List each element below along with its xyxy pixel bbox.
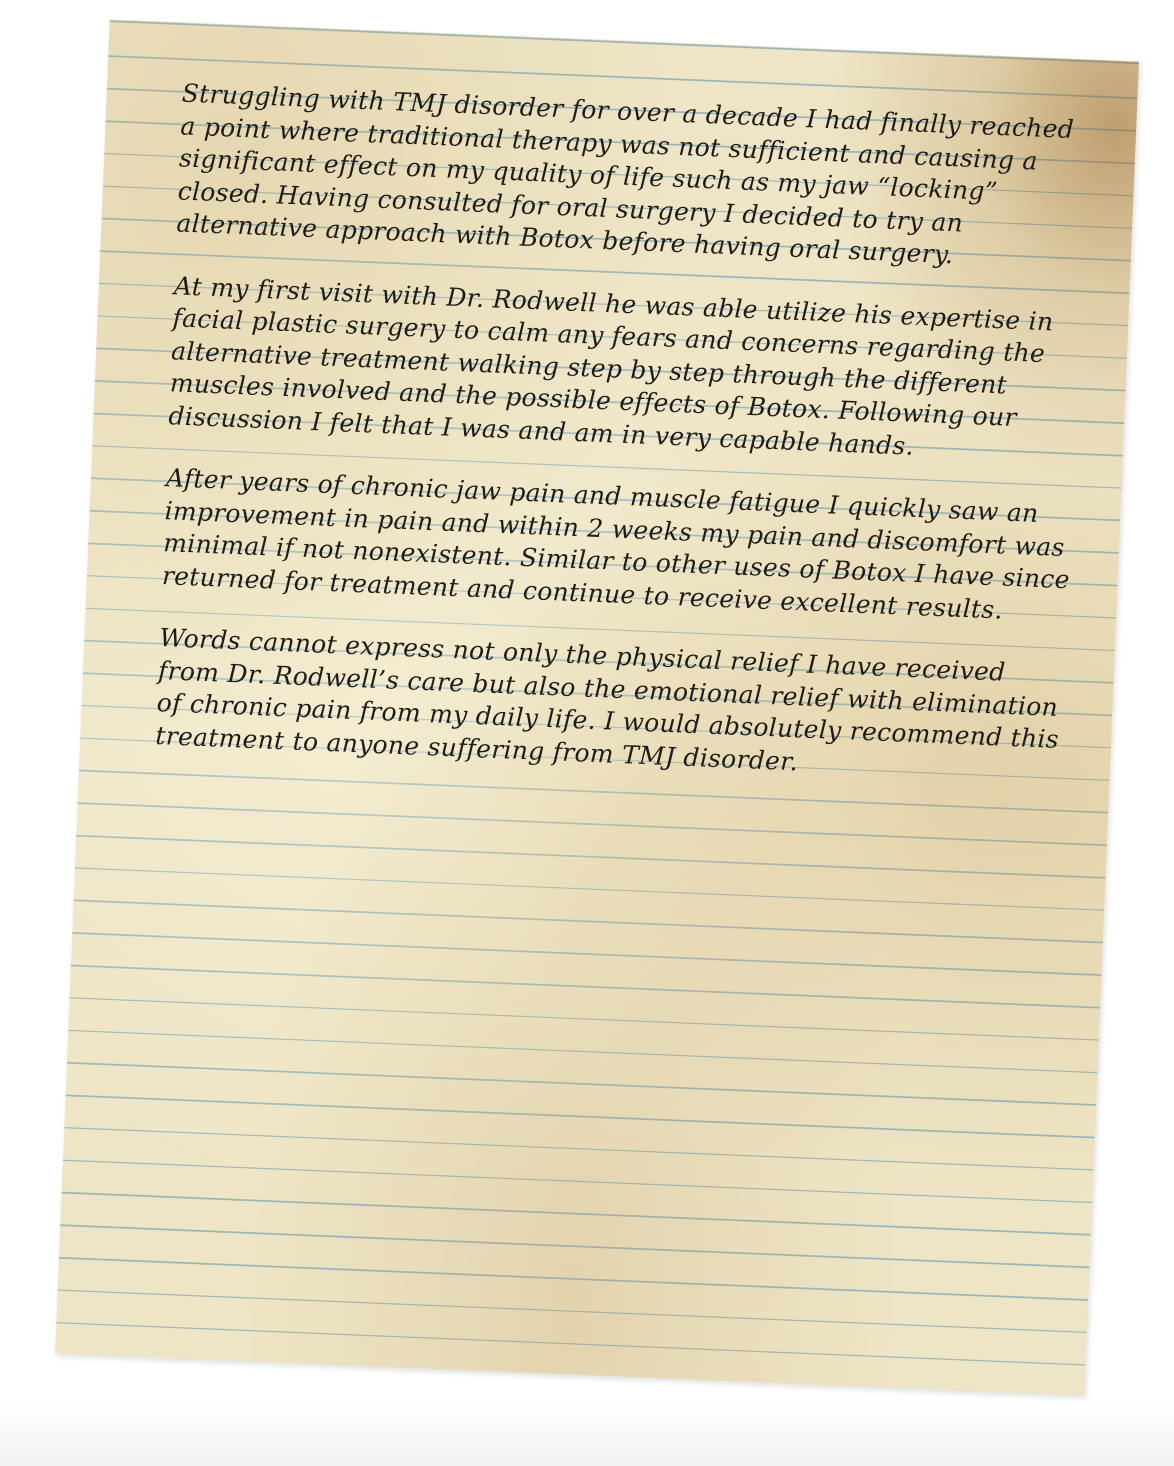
letter-paragraph: Struggling with TMJ disorder for over a decade I had finally reached a point where traditional therapy was not sufficient and causing a significant effect on my quality of life such as my jaw “locking” closed. Having consulted for oral surgery I decided to try an alternative approach with Botox before having oral surgery. <box>175 78 1075 270</box>
page-shadow <box>0 1400 1174 1466</box>
letter-paragraph: At my first visit with Dr. Rodwell he was able utilize his expertise in facial plastic surgery to calm any fears and concerns regarding the alternative treatment walking step by step through the different muscles involved and the possible effects of Botox. Following our discussion I felt that I was and am in very capable hands. <box>168 270 1054 461</box>
letter-paragraph: Words cannot express not only the physical relief I have received from Dr. Rodwell’s care but also the emotional relief with elimination of chronic pain from my daily life. I would absolutely recommend this treatment to anyone suffering from TMJ disorder. <box>154 623 1060 776</box>
handwritten-letter <box>154 77 1092 819</box>
lined-paper-sheet <box>55 19 1139 1395</box>
letter-paragraph: After years of chronic jaw pain and muscle fatigue I quickly saw an improvement in pain and within 2 weeks my pain and discomfort was minimal if not nonexistent. Similar to other uses of Botox I have since returned for treatment and continue to receive excellent results. <box>161 463 1071 625</box>
